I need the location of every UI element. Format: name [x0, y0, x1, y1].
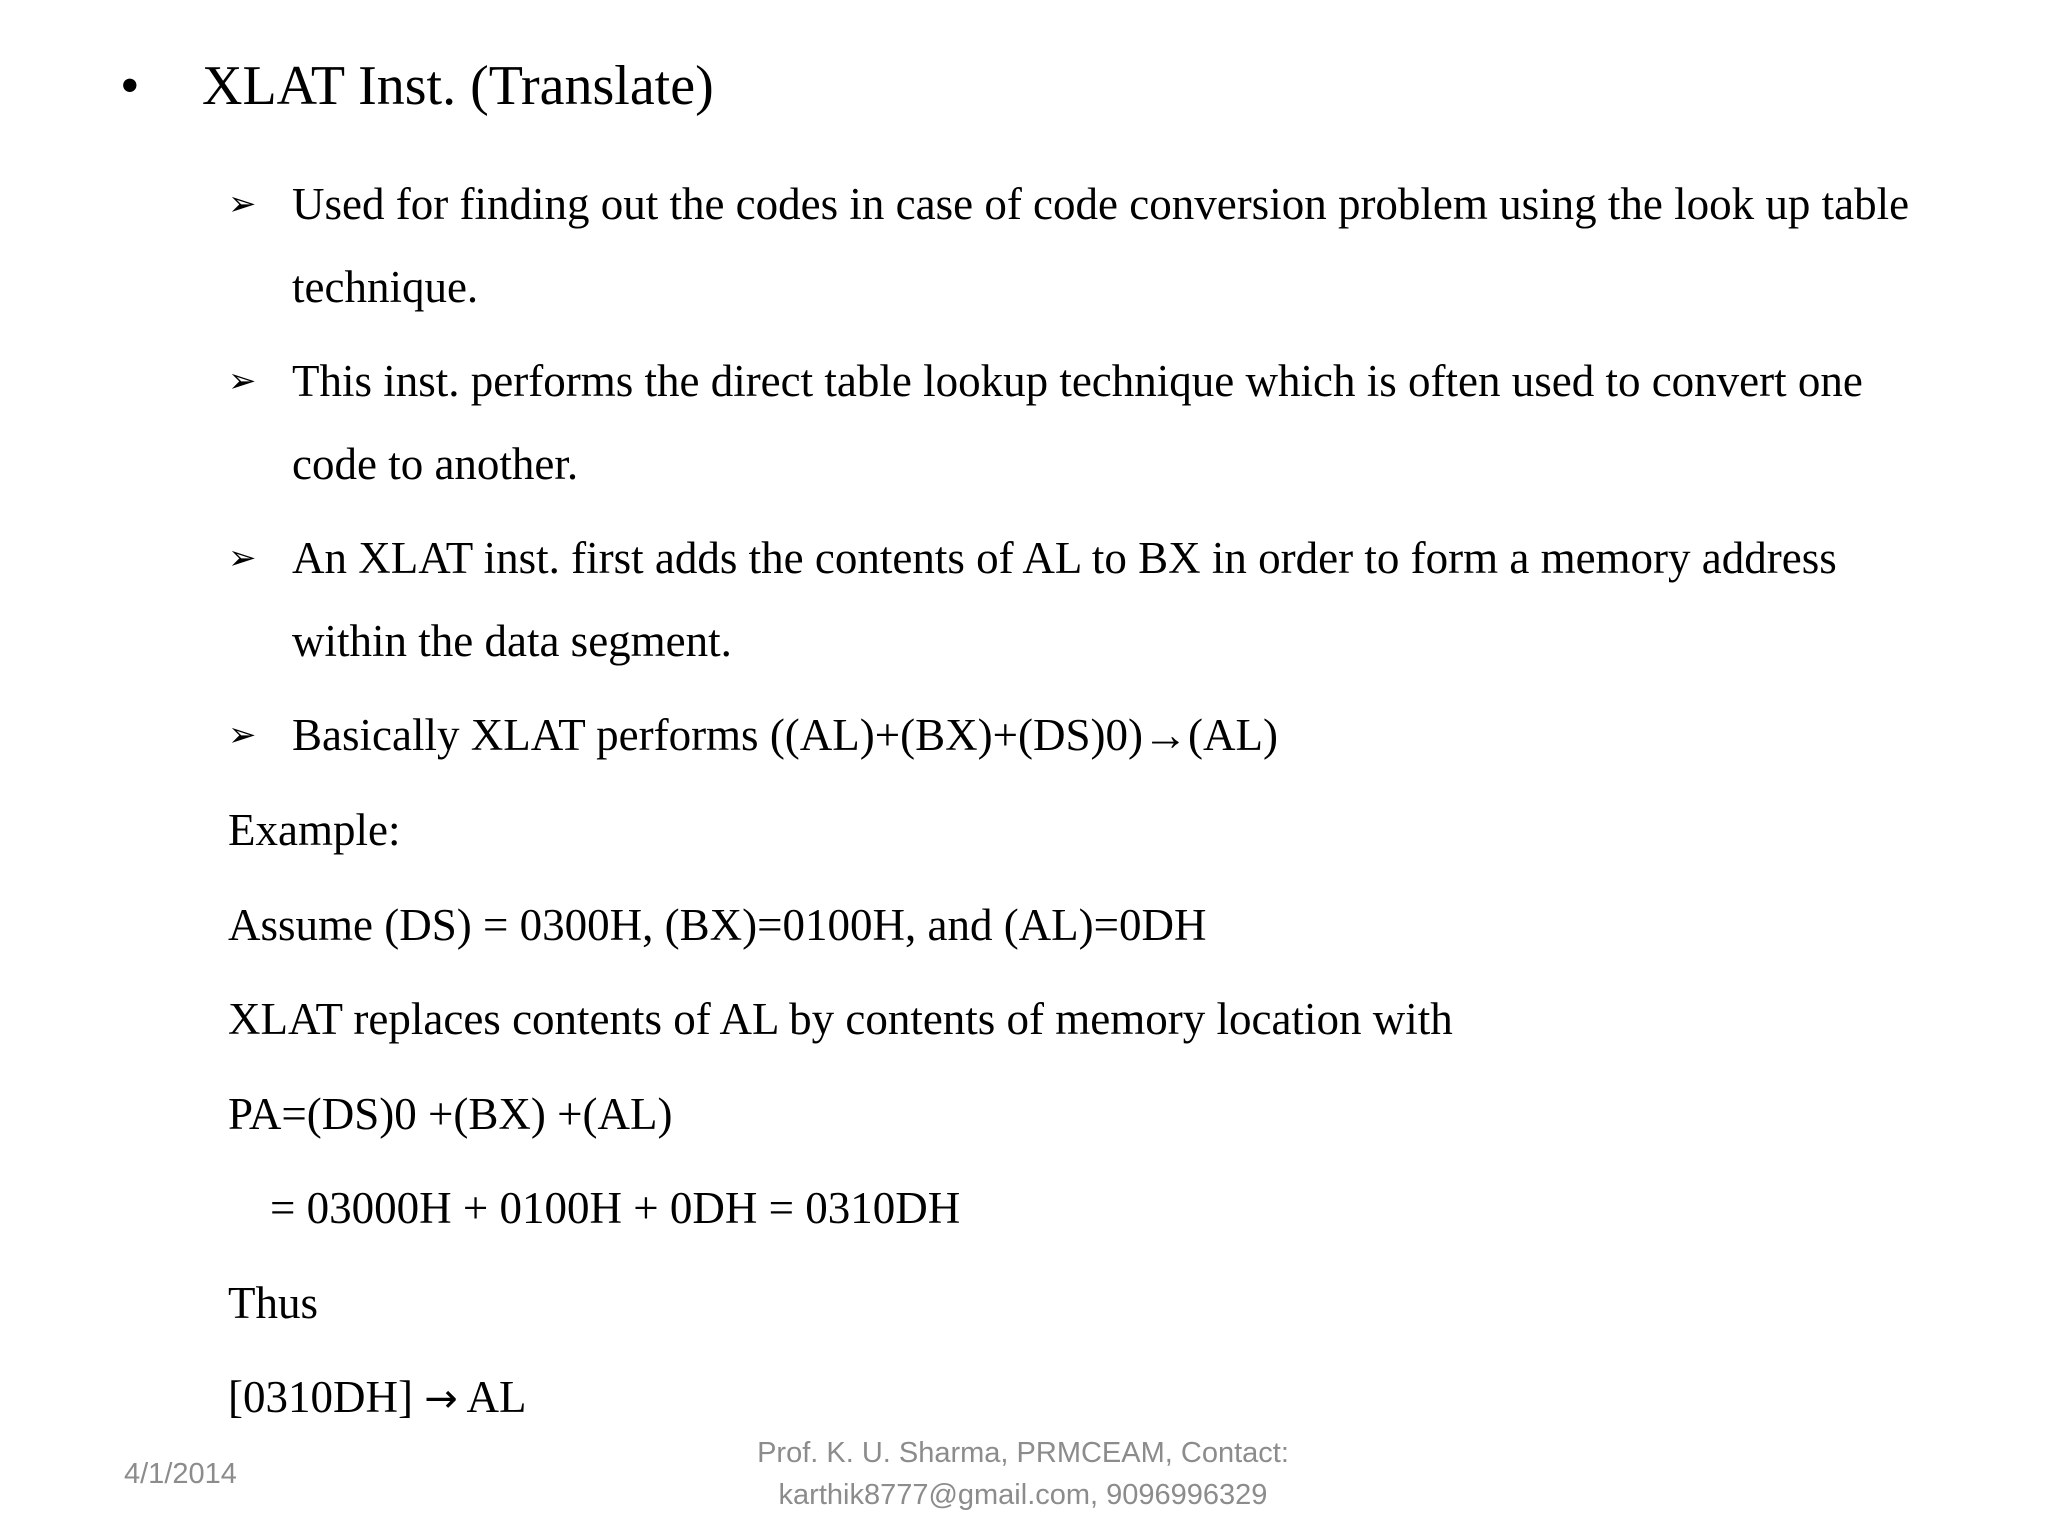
list-item: [228, 163, 1928, 329]
arrow-bullet-icon: ➢: [228, 184, 257, 224]
footer-credit-line: Prof. K. U. Sharma, PRMCEAM, Contact:: [757, 1437, 1289, 1469]
example-assume: Assume (DS) = 0300H, (BX)=0100H, and (AL)=0DH: [228, 900, 1207, 950]
footer-date: 4/1/2014: [124, 1458, 237, 1490]
example-result: [228, 1367, 527, 1429]
arrow-bullet-icon: ➢: [228, 715, 257, 755]
list-item: [228, 694, 1928, 777]
example-pa-calc: = 03000H + 0100H + 0DH = 0310DH: [270, 1183, 961, 1233]
list-item-text: This inst. performs the direct table lookup technique which is often used to convert one code to another.: [292, 356, 1863, 489]
right-arrow-icon: →: [424, 1376, 458, 1422]
list-item-text: Used for finding out the codes in case of code conversion problem using the look up table technique.: [292, 179, 1910, 312]
example-thus: Thus: [228, 1278, 318, 1328]
list-item-text: An XLAT inst. first adds the contents of AL to BX in order to form a memory address within the data segment.: [292, 533, 1837, 666]
result-register: AL: [466, 1372, 527, 1422]
bullet-icon: •: [120, 55, 140, 117]
result-address: [0310DH]: [228, 1372, 413, 1422]
arrow-bullet-icon: ➢: [228, 538, 257, 578]
example-replaces: XLAT replaces contents of AL by contents of memory location with: [228, 994, 1453, 1044]
footer-credit-line: karthik8777@gmail.com, 9096996329: [778, 1479, 1268, 1511]
list-item: [228, 517, 1928, 683]
footer-credit: [640, 1432, 1406, 1516]
list-item: [228, 340, 1928, 506]
list-item-text: Basically XLAT performs ((AL)+(BX)+(DS)0)→(AL): [292, 710, 1278, 760]
arrow-bullet-icon: ➢: [228, 361, 257, 401]
slide-title: XLAT Inst. (Translate): [202, 55, 714, 117]
example-heading: Example:: [228, 805, 401, 855]
example-pa-formula: PA=(DS)0 +(BX) +(AL): [228, 1089, 673, 1139]
